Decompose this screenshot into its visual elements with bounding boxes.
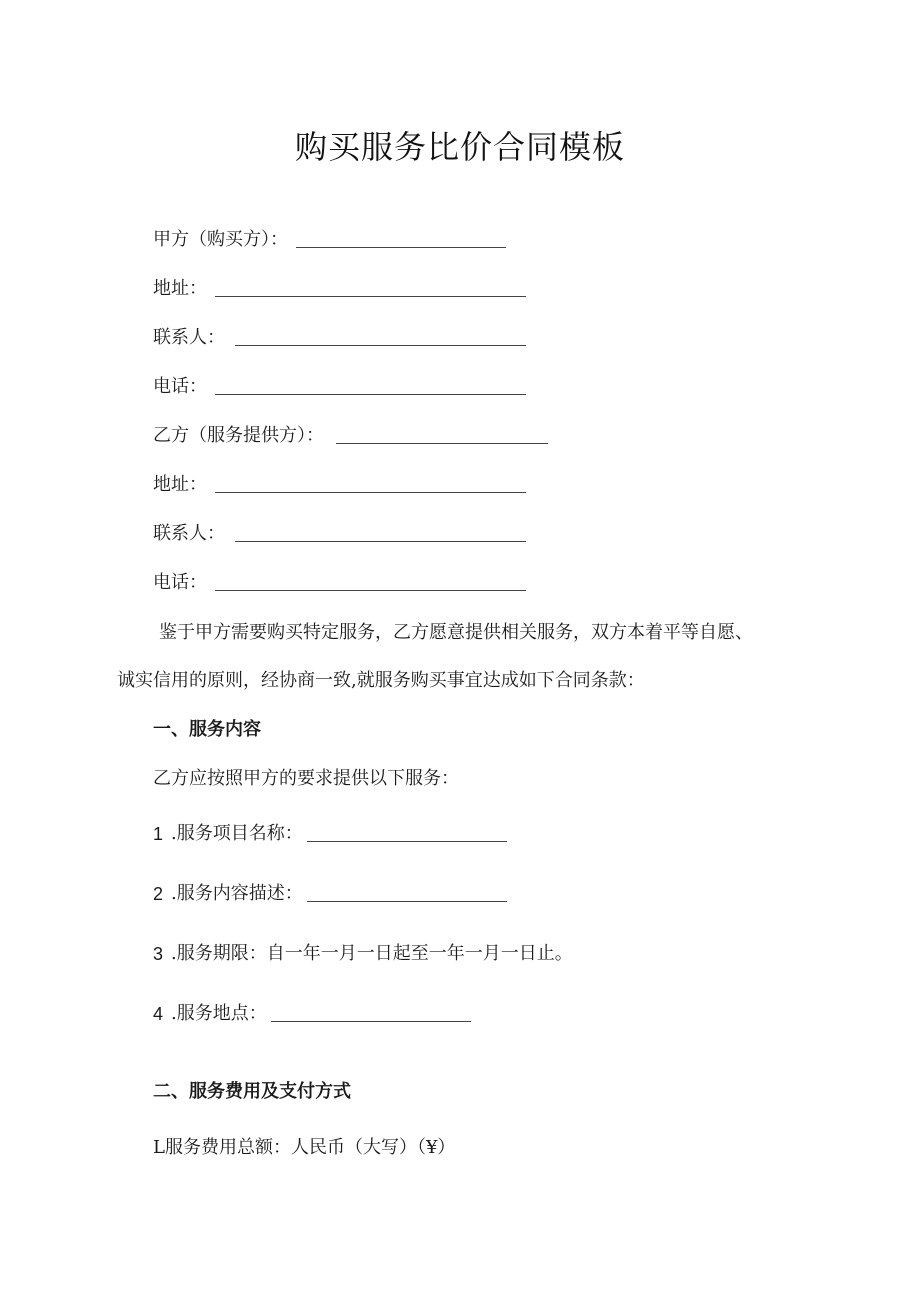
party-b-name-blank <box>336 425 548 444</box>
party-b-contact-row <box>153 521 526 547</box>
party-b-phone-blank <box>215 572 526 591</box>
party-b-phone-label: 电话： <box>153 572 207 593</box>
party-b-address-blank <box>215 474 526 493</box>
service-item-4-blank <box>271 1003 471 1022</box>
service-item-4-number: 4 <box>153 1004 164 1024</box>
service-item-3-number: 3 <box>153 944 164 964</box>
intro-line-2: 诚实信用的原则，经协商一致,就服务购买事宜达成如下合同条款： <box>117 670 645 691</box>
service-item-1-number: 1 <box>153 824 164 844</box>
party-b-contact-blank <box>235 523 526 542</box>
service-item-2 <box>153 881 507 907</box>
party-a-name-blank <box>296 229 506 248</box>
service-item-2-blank <box>307 883 507 902</box>
party-a-phone-row <box>153 374 526 400</box>
party-a-name-label: 甲方（购买方）： <box>153 229 288 250</box>
service-item-3 <box>153 941 573 967</box>
party-a-contact-blank <box>235 327 526 346</box>
party-b-phone-row <box>153 570 526 596</box>
section-1-heading: 一、服务内容 <box>153 719 261 740</box>
service-item-2-number: 2 <box>153 884 164 904</box>
party-a-phone-blank <box>215 376 526 395</box>
party-b-address-row <box>153 472 526 498</box>
section-1-lead: 乙方应按照甲方的要求提供以下服务： <box>153 768 459 789</box>
party-b-address-label: 地址： <box>153 474 207 495</box>
party-b-name-label: 乙方（服务提供方）： <box>153 425 324 446</box>
service-item-2-label: .服务内容描述： <box>171 883 303 904</box>
party-b-name-row <box>153 423 548 449</box>
service-item-1-blank <box>307 823 507 842</box>
party-a-address-row <box>153 276 526 302</box>
service-item-4 <box>153 1001 471 1027</box>
service-fee-line: L服务费用总额：人民币（大写）（¥） <box>153 1137 456 1158</box>
service-item-4-label: .服务地点： <box>171 1003 267 1024</box>
party-a-name-row <box>153 227 506 253</box>
party-a-address-blank <box>215 278 526 297</box>
party-a-contact-label: 联系人： <box>153 327 225 348</box>
intro-line-1: 鉴于甲方需要购买特定服务，乙方愿意提供相关服务，双方本着平等自愿、 <box>159 622 753 643</box>
service-item-1-label: .服务项目名称： <box>171 823 303 844</box>
party-a-contact-row <box>153 325 526 351</box>
service-item-1 <box>153 821 507 847</box>
party-a-address-label: 地址： <box>153 278 207 299</box>
service-item-3-label: .服务期限：自一年一月一日起至一年一月一日止。 <box>171 943 573 964</box>
party-a-phone-label: 电话： <box>153 376 207 397</box>
party-b-contact-label: 联系人： <box>153 523 225 544</box>
document-title: 购买服务比价合同模板 <box>294 128 625 166</box>
section-2-heading: 二、服务费用及支付方式 <box>153 1081 351 1102</box>
